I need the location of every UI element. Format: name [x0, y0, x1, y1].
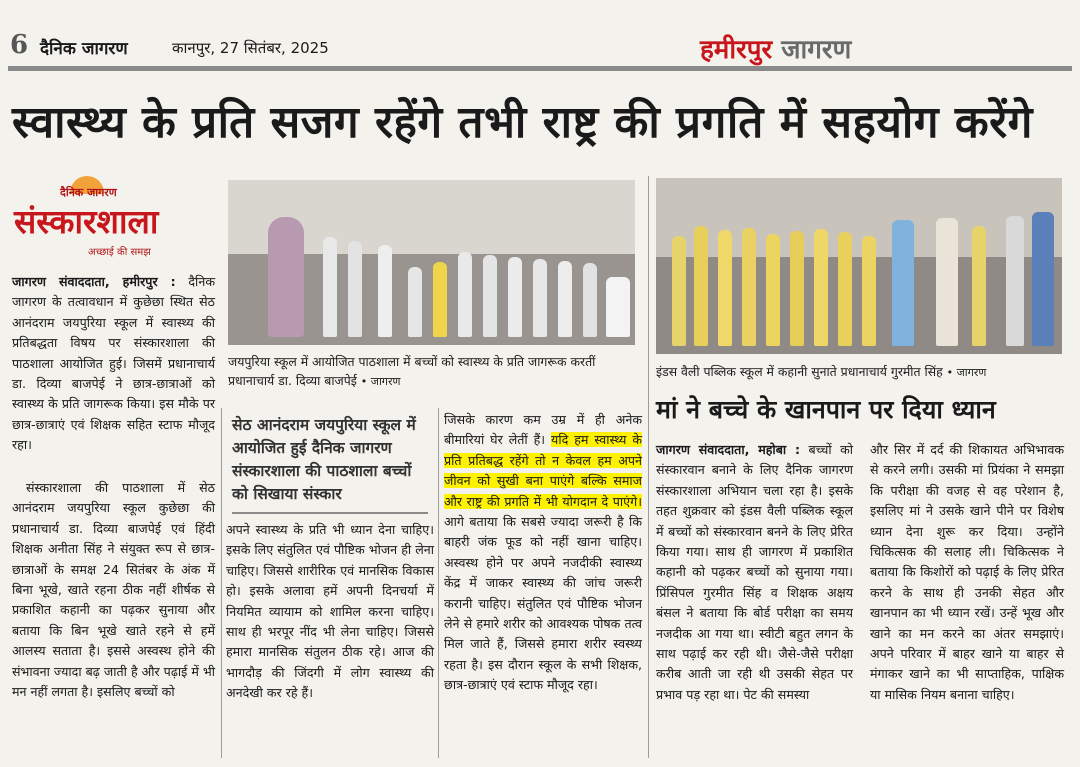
photo2-caption-text: इंडस वैली पब्लिक स्कूल में कहानी सुनाते प्रधानाचार्य गुरमीत सिंह — [656, 364, 943, 379]
article2-col1-text: बच्चों को संस्कारवान बनाने के लिए दैनिक जागरण संस्कारशाला अभियान चला रहा है। इसके तहत शुक्रवार को इंडस वैली पब्लिक स्कूल में बच्चों को संस्कारवान बनने के लिए प्रेरित किया गया। साथ ही जागरण में प्रकाशित कहानी को पढ़कर बच्चों को सुनाया गया। प्रिंसिपल गुरमीत सिंह व शिक्षक अक्षय बंसल ने बताया कि बोर्ड परीक्षा का समय नजदीक आ गया था। स्वीटी बहुत लगन के साथ पढ़ाई कर रही थी। जैसे-जैसे परीक्षा करीब आती जा रही थी उसकी सेहत पर प्रभाव पड़ रहा था। पेट की समस्या — [656, 442, 853, 702]
article1-col1-para2: संस्कारशाला की पाठशाला में सेठ आनंदराम जयपुरिया स्कूल कुछेछा की प्रधानाचार्य डा. दिव्या बाजपेई एवं हिंदी शिक्षक अनीता सिंह ने संयुक्त रूप से छात्र-छात्राओं के समक्ष 24 सितंबर के अंक में बिना भूखे, खाते रहना ठीक नहीं शीर्षक से प्रकाशित कहानी का पढ़कर सुनाया और बताया कि बिन भूखे खाते रहने से हमें आलस्य सताता है। इससे अस्वस्थ होने की संभावना ज्यादा बढ़ जाती है और पढ़ाई में भी मन नहीं लगता है। इसलिए बच्चों को — [12, 480, 216, 700]
sidebar-heading: सेठ आनंदराम जयपुरिया स्कूल में आयोजित हुई दैनिक जागरण संस्कारशाला की पाठशाला बच्चों को सिखाया संस्कार — [232, 416, 416, 503]
article2-credit: जागरण संवाददाता, महोबा : — [656, 442, 800, 457]
main-headline: स्वास्थ्य के प्रति सजग रहेंगे तभी राष्ट्र की प्रगति में सहयोग करेंगे — [12, 97, 1033, 148]
article2-col2: और सिर में दर्द की शिकायत अभिभावक से करने लगी। उसकी मां प्रियंका ने समझा कि परीक्षा की वजह से वह परेशान है, इसलिए मां ने उसके खाने पीने पर विशेष ध्यान देना शुरू कर दिया। उन्होंने चिकित्सक की सलाह ली। चिकित्सक ने बताया कि किशोरों को पढ़ाई के लिए प्रेरित करने के साथ ही उनकी सेहत और खानपान का भी ध्यान रखें। उन्हें भूख और खाने का मन करने का अंतर समझाएं। अपने परिवार में बाहर खाने या बाहर से मंगाकर खाने का भी साप्ताहिक, पाक्षिक या मासिक नियम बनाना चाहिए। — [870, 442, 1064, 702]
logo-paper-name: दैनिक जागरण — [60, 186, 117, 199]
logo-tagline: अच्छाई की समझ — [88, 247, 151, 258]
sanskarshala-logo: संस्कारशाला — [14, 202, 159, 241]
article2-col1 — [656, 440, 853, 705]
edition-name — [700, 30, 851, 66]
header-rule — [8, 66, 1072, 71]
article1-col1 — [12, 272, 215, 456]
photo2-caption — [656, 362, 1062, 382]
photo1-caption-credit: • जागरण — [360, 375, 401, 388]
edition-name-part1: हमीरपुर — [700, 35, 773, 65]
article1-col3-text-b: आगे बताया कि सबसे ज्यादा जरूरी है कि बाहरी जंक फूड को नहीं खाना चाहिए। अस्वस्थ होने पर अपने नजदीकी स्वास्थ्य केंद्र में जाकर स्वास्थ्य की जांच जरूरी करानी चाहिए। संतुलित एवं पौष्टिक भोजन लेने से हमारे शरीर को आवश्यक पोषक तत्व मिल जाते हैं, जिससे हमारा शरीर स्वस्थ्य रहता है। इस दौरान स्कूल के सभी शिक्षक, छात्र-छात्राएं एवं स्टाफ मौजूद रहा। — [444, 514, 642, 693]
photo1-caption-text: जयपुरिया स्कूल में आयोजित पाठशाला में बच्चों को स्वास्थ्य के प्रति जागरूक करतीं प्रधानाचार्य डा. दिव्या बाजपेई — [228, 354, 596, 388]
photo2-caption-credit: • जागरण — [946, 366, 987, 379]
paper-name: दैनिक जागरण — [40, 39, 128, 59]
photo-jaipuria-school — [228, 180, 635, 345]
article1-highlight-text: यदि हम स्वास्थ्य के प्रति प्रतिबद्ध रहेंगे तो न केवल हम अपने जीवन को सुखी बना पाएंगे बल्कि समाज और राष्ट्र की प्रगति में भी योगदान दे पाएंगे। — [444, 432, 642, 509]
photo1-caption — [228, 352, 628, 391]
article2-left-rule — [648, 176, 649, 758]
sidebar-underline — [232, 512, 428, 514]
col3-left-rule — [438, 408, 439, 758]
article1-col2: अपने स्वास्थ्य के प्रति भी ध्यान देना चाहिए। इसके लिए संतुलित एवं पौष्टिक भोजन ही लेना चाहिए। जिससे शारीरिक एवं मानसिक विकास हो। इसके अलावा हमें अपनी दिनचर्या में नियमित व्यायाम को शामिल करना चाहिए। साथ ही भरपूर नींद भी लेना चाहिए। जिससे हमारा मानसिक संतुलन ठीक रहे। आज की भागदौड़ की जिंदगी में लोग स्वास्थ्य की अनदेखी कर रहे हैं। — [226, 522, 434, 701]
city-date: कानपुर, 27 सितंबर, 2025 — [172, 39, 329, 57]
article1-col1-text: दैनिक जागरण के तत्वावधान में कुछेछा स्थित सेठ आनंदराम जयपुरिया स्कूल में स्वास्थ्य की प्रतिबद्धता विषय पर संस्कारशाला की पाठशाला आयोजित हुई। जिसमें प्रधानाचार्य डा. दिव्या बाजपेई ने छात्र-छात्राओं को स्वास्थ्य के प्रति जागरूक किया। इस मौके पर छात्र-छात्राएं एवं शिक्षक सहित स्टाफ मौजूद रहा। — [12, 274, 215, 453]
article1-credit: जागरण संवाददाता, हमीरपुर : — [12, 274, 176, 289]
edition-name-part2: जागरण — [781, 35, 852, 65]
sidebar-left-rule — [221, 408, 222, 758]
photo-indus-valley-school — [656, 178, 1062, 354]
page-number: 6 — [10, 30, 29, 60]
article1-col3-text-a: जिसके कारण कम उम्र में ही अनेक बीमारियां घेर लेतीं हैं। — [444, 412, 642, 448]
article1-col3 — [444, 410, 642, 696]
article2-headline: मां ने बच्चे के खानपान पर दिया ध्यान — [656, 395, 996, 424]
